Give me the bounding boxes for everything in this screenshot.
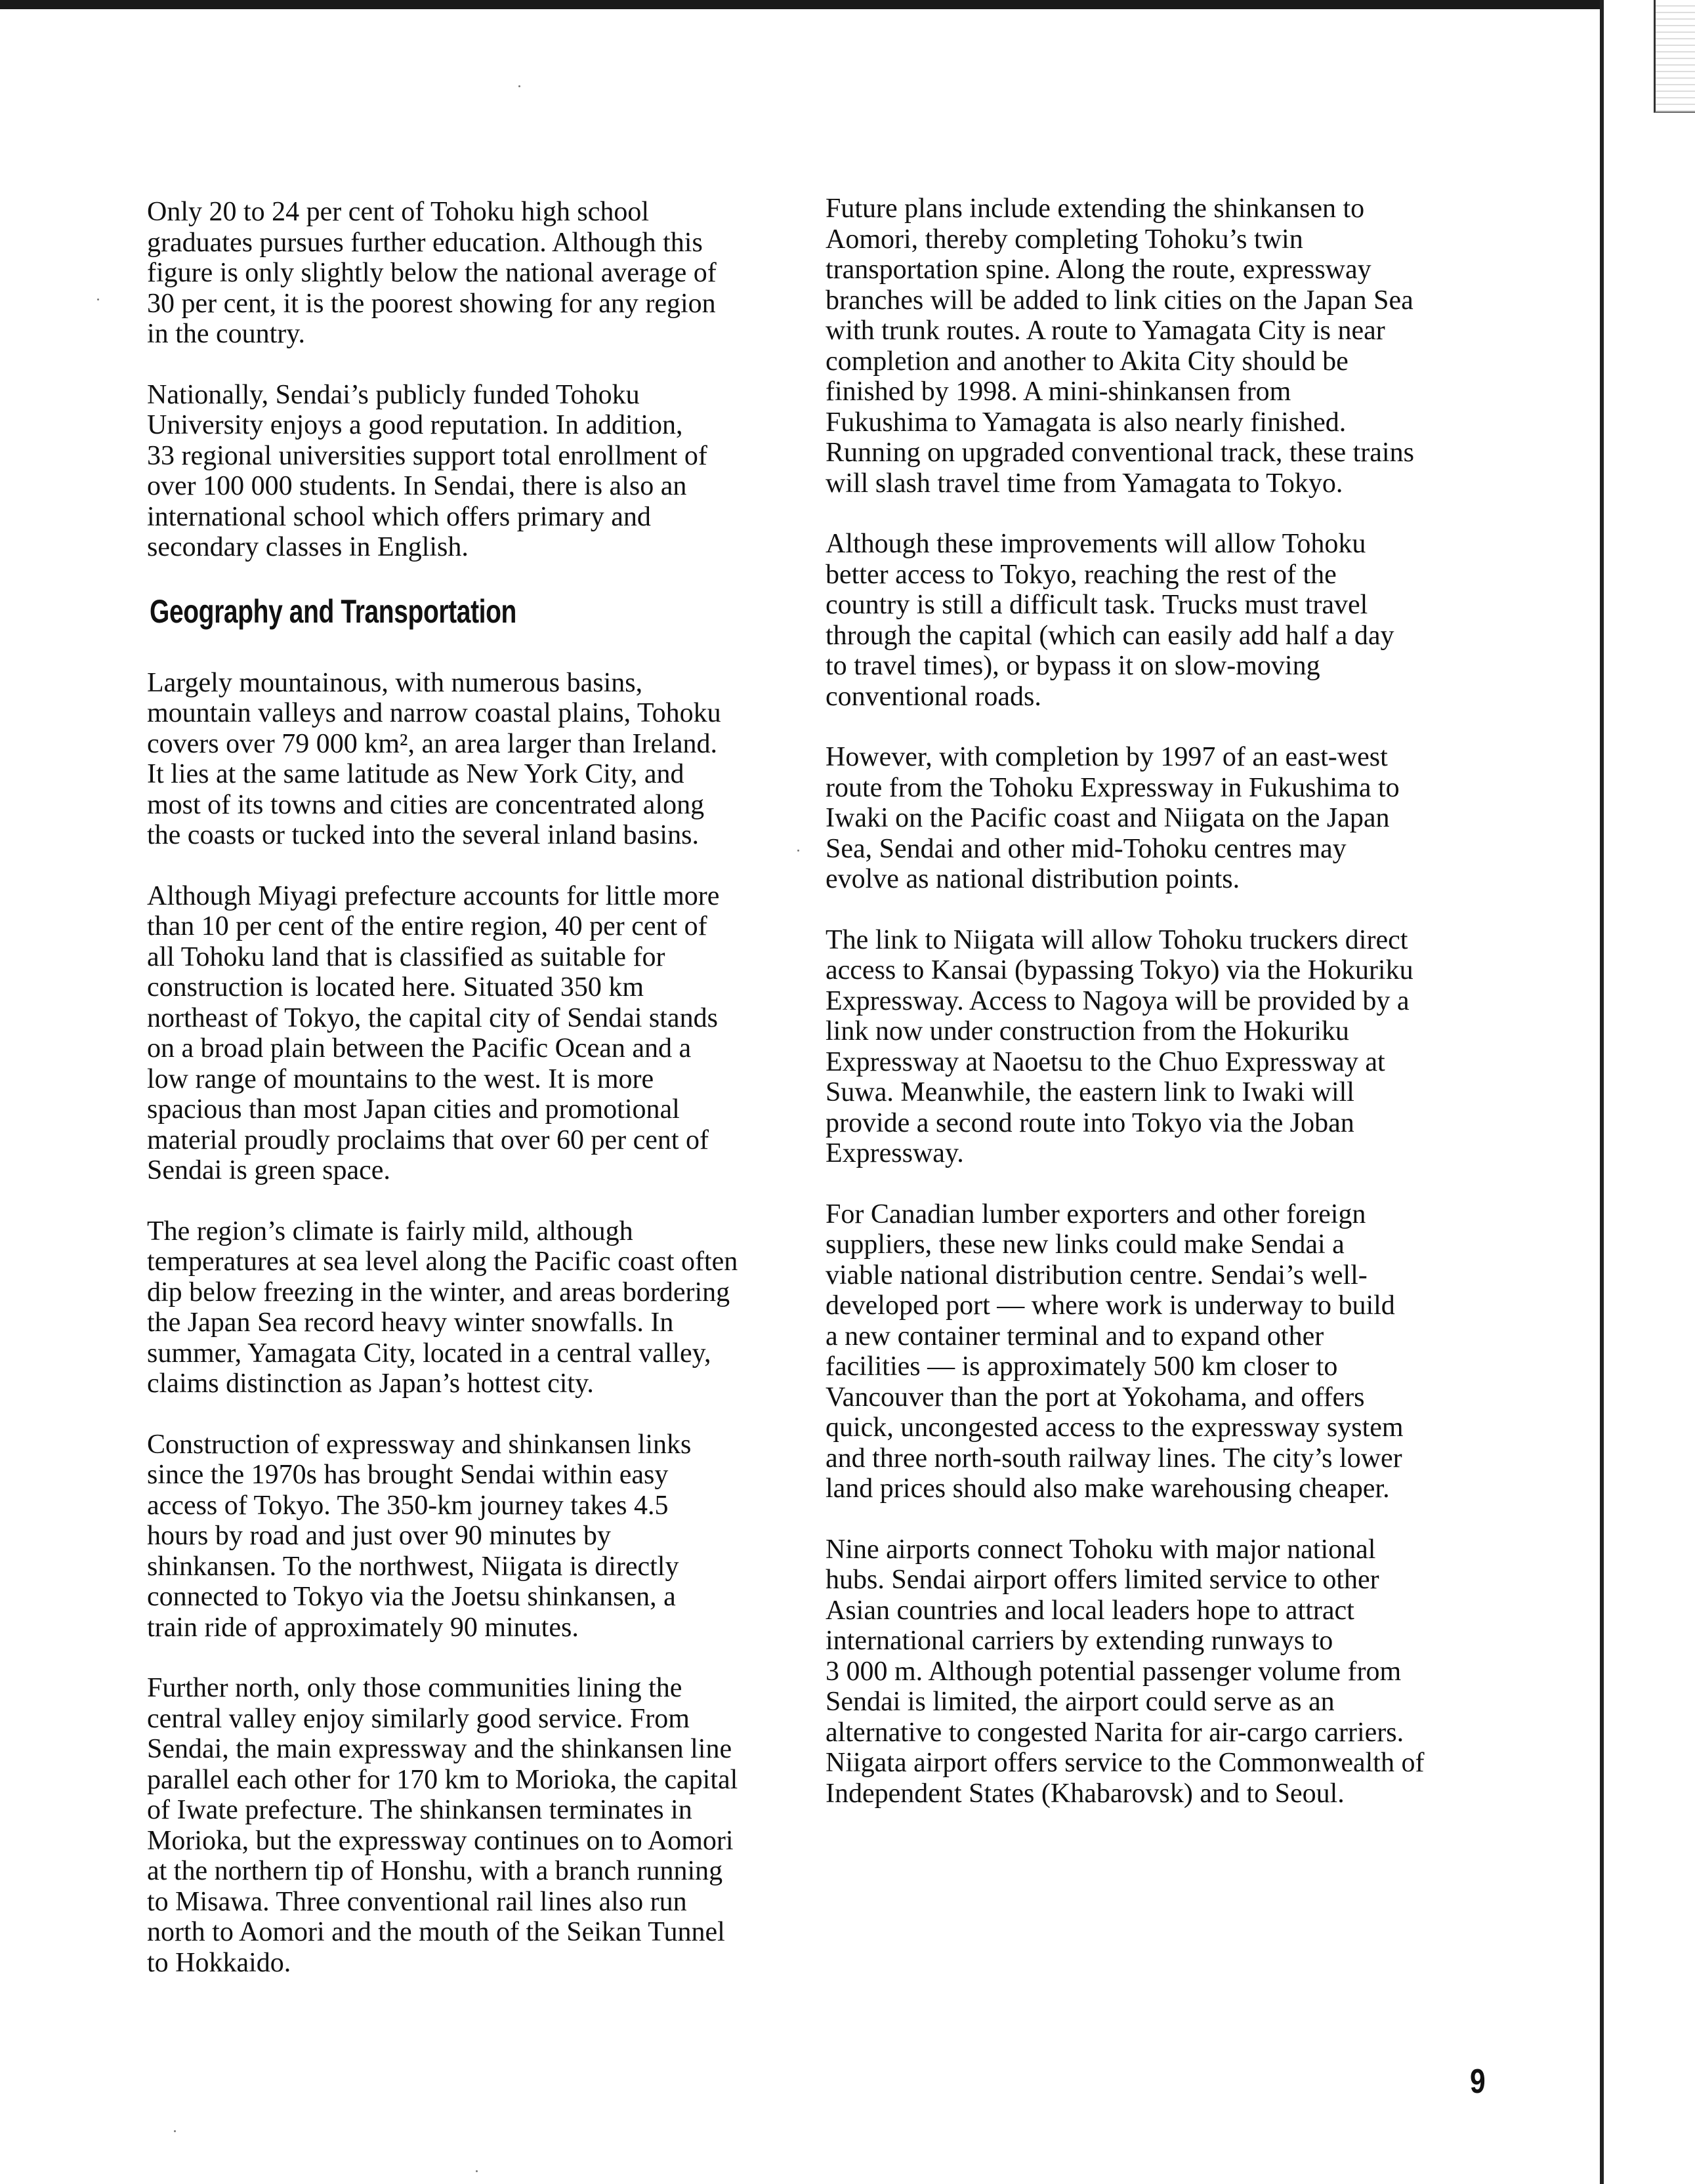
page-number: 9: [1470, 2063, 1486, 2101]
paragraph-further-north: Further north, only those communities lining the central valley enjoy similarly good service. From Sendai, the main expressway and the shinkansen line parallel each other for 170 km to Morioka, the capital of Iwate prefecture. The shinkansen terminates in Morioka, but the expressway continues on to Aomori at the northern tip of Honshu, with a branch running to Misawa. Three conventional rail lines also run north to Aomori and the mouth of the Seikan Tunnel to Hokkaido.: [147, 1673, 738, 1978]
scan-top-edge: [0, 0, 1695, 9]
paragraph-niigata-link: The link to Niigata will allow Tohoku truckers direct access to Kansai (bypassing Tokyo) via the Hokuriku Expressway. Access to Nagoya will be provided by a link now under construction from the Hokuriku Expressway at Naoetsu to the Chuo Expressway at Suwa. Meanwhile, the eastern link to Iwaki will provide a second route into Tokyo via the Joban Expressway.: [826, 924, 1413, 1168]
paragraph-future-plans: Future plans include extending the shinkansen to Aomori, thereby completing Tohoku’s twin transportation spine. Along the route, expressway branches will be added to link cities on the Japan Sea with trunk routes. A route to Yamagata City is near completion and another to Akita City should be finished by 1998. A mini-shinkansen from Fukushima to Yamagata is also nearly finished. Running on upgraded conventional track, these trains will slash travel time from Yamagata to Tokyo.: [826, 194, 1414, 499]
paragraph-climate: The region’s climate is fairly mild, although temperatures at sea level along the Pacific coast often dip below freezing in the winter, and areas bordering the Japan Sea record heavy winter snowfalls. In summer, Yamagata City, located in a central valley, claims distinction as Japan’s hottest city.: [147, 1216, 738, 1399]
section-heading: Geography and Transportation: [150, 592, 516, 630]
scan-speck: [174, 2130, 176, 2132]
paragraph-access: Although these improvements will allow Tohoku better access to Tokyo, reaching the rest of the country is still a difficult task. Trucks must travel through the capital (which can easily add half a day to travel times), or bypass it on slow-moving conventional roads.: [826, 529, 1394, 712]
paragraph-construction: Construction of expressway and shinkansen links since the 1970s has brought Sendai within easy access of Tokyo. The 350-km journey takes 4.5 hours by road and just over 90 minutes by shinkansen. To the northwest, Niigata is directly connected to Tokyo via the Joetsu shinkansen, a train ride of approximately 90 minutes.: [147, 1429, 692, 1643]
paragraph-airports: Nine airports connect Tohoku with major national hubs. Sendai airport offers limited service to other Asian countries and local leaders hope to attract international carriers by extending runways to 3 000 m. Although potential passenger volume from Sendai is limited, the airport could serve as an alternative to congested Narita for air-cargo carriers. Niigata airport offers service to the Commonwealth of Independent States (Khabarovsk) and to Seoul.: [826, 1534, 1425, 1809]
paragraph-geography: Largely mountainous, with numerous basins, mountain valleys and narrow coastal plains, Tohoku covers over 79 000 km², an area larger than Ireland. It lies at the same latitude as New York City, and most of its towns and cities are concentrated along the coasts or tucked into the several inland basins.: [147, 667, 721, 850]
scan-right-margin: [1604, 0, 1695, 2184]
paragraph-east-west-route: However, with completion by 1997 of an east-west route from the Tohoku Expressway in Fukushima to Iwaki on the Pacific coast and Niigata on the Japan Sea, Sendai and other mid-Tohoku centres may evolve as national distribution points.: [826, 742, 1400, 894]
paragraph-education: Only 20 to 24 per cent of Tohoku high school graduates pursues further education. Although this figure is only slightly below the national average of 30 per cent, it is the poorest showing for any region in the country.: [147, 197, 717, 349]
left-column: [147, 197, 810, 2008]
scan-right-edge: [1600, 0, 1604, 2184]
scan-speck: [518, 85, 520, 87]
scan-speck: [97, 299, 99, 300]
scan-corner-artifact: [1654, 0, 1695, 113]
paragraph-miyagi: Although Miyagi prefecture accounts for little more than 10 per cent of the entire region, 40 per cent of all Tohoku land that is classified as suitable for construction is located here. Situated 350 km northeast of Tokyo, the capital city of Sendai stands on a broad plain between the Pacific Ocean and a low range of mountains to the west. It is more spacious than most Japan cities and promotional material proudly proclaims that over 60 per cent of Sendai is green space.: [147, 880, 720, 1185]
paragraph-universities: Nationally, Sendai’s publicly funded Tohoku University enjoys a good reputation. In addition, 33 regional universities support total enrollment of over 100 000 students. In Sendai, there is also an international school which offers primary and secondary classes in English.: [147, 379, 707, 562]
scan-speck: [476, 2170, 478, 2172]
paragraph-canadian-exporters: For Canadian lumber exporters and other foreign suppliers, these new links could make Sendai a viable national distribution centre. Sendai’s well- developed port — where work is underway to build a new container terminal and to expand other facilities — is approximately 500 km closer to Vancouver than the port at Yokohama, and offers quick, uncongested access to the expressway system and three north-south railway lines. The city’s lower land prices should also make warehousing cheaper.: [826, 1199, 1404, 1504]
right-column: [826, 194, 1508, 1839]
